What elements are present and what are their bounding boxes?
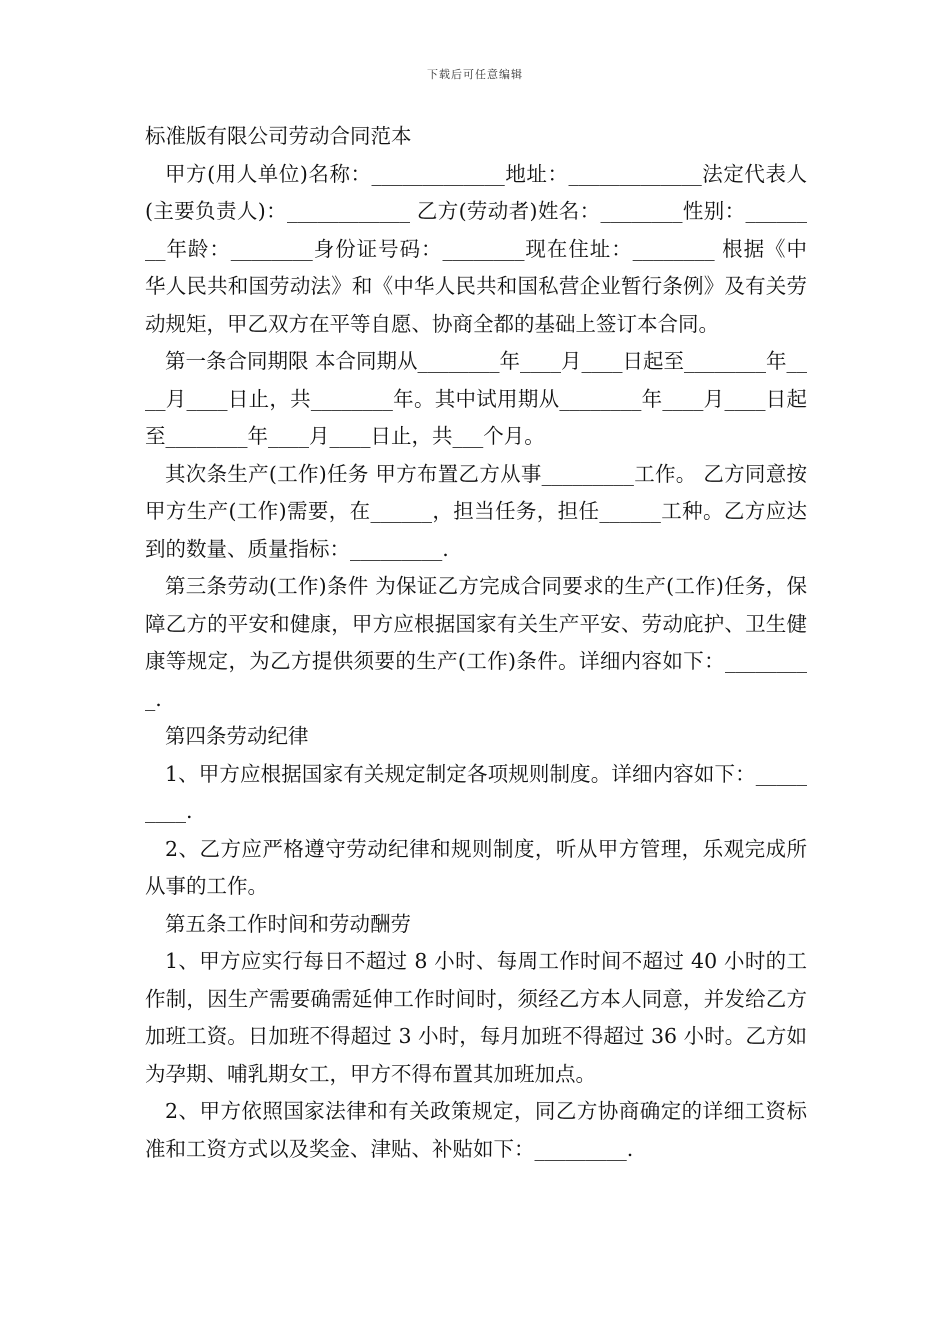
document-title: 标准版有限公司劳动合同范本 [145, 124, 412, 148]
page-header-note: 下载后可任意编辑 [427, 68, 523, 81]
paragraph-article-2: 其次条生产(工作)任务 甲方布置乙方从事_________工作。 乙方同意按甲方生产(工作)需要，在______，担当任务，担任______工种。乙方应达到的数量、质量指标：_________. [145, 461, 807, 561]
paragraph-article-5-heading: 第五条工作时间和劳动酬劳 [165, 911, 411, 936]
paragraph-article-1: 第一条合同期限 本合同期从________年____月____日起至________年____月____日止，共________年。其中试用期从________年____月____日起至________年____月____日止，共___个月。 [145, 349, 808, 448]
paragraph-parties: 甲方(用人单位)名称：_____________地址：_____________法定代表人(主要负责人)：____________ 乙方(劳动者)姓名：________性别：________年龄：________身份证号码：________现在住址：________ 根据《中华人民共和国劳动法》和《中华人民共和国私营企业暂行条例》及有关劳动规矩，甲乙双方在平等自愿、协商全都的基础上签订本合同。 [145, 161, 807, 336]
document-body [145, 118, 807, 1168]
paragraph-article-5-item-1: 1、甲方应实行每日不超过 8 小时、每周工作时间不超过 40 小时的工作制，因生产需要确需延伸工作时间时，须经乙方本人同意，并发给乙方加班工资。日加班不得超过 3 小时，每月加班不得超过 36 小时。乙方如为孕期、哺乳期女工，甲方不得布置其加班加点。 [145, 949, 807, 1086]
paragraph-article-3: 第三条劳动(工作)条件 为保证乙方完成合同要求的生产(工作)任务，保障乙方的平安和健康，甲方应根据国家有关生产平安、劳动庇护、卫生健康等规定，为乙方提供须要的生产(工作)条件。详细内容如下：_________. [145, 574, 807, 711]
paragraph-article-4-item-1: 1、甲方应根据国家有关规定制定各项规则制度。详细内容如下：_________. [145, 761, 807, 823]
paragraph-article-5-item-2: 2、甲方依照国家法律和有关政策规定，同乙方协商确定的详细工资标准和工资方式以及奖金、津贴、补贴如下：_________. [145, 1099, 807, 1161]
paragraph-article-4-item-2: 2、乙方应严格遵守劳动纪律和规则制度，听从甲方管理，乐观完成所从事的工作。 [145, 836, 807, 898]
paragraph-article-4-heading: 第四条劳动纪律 [165, 724, 309, 748]
